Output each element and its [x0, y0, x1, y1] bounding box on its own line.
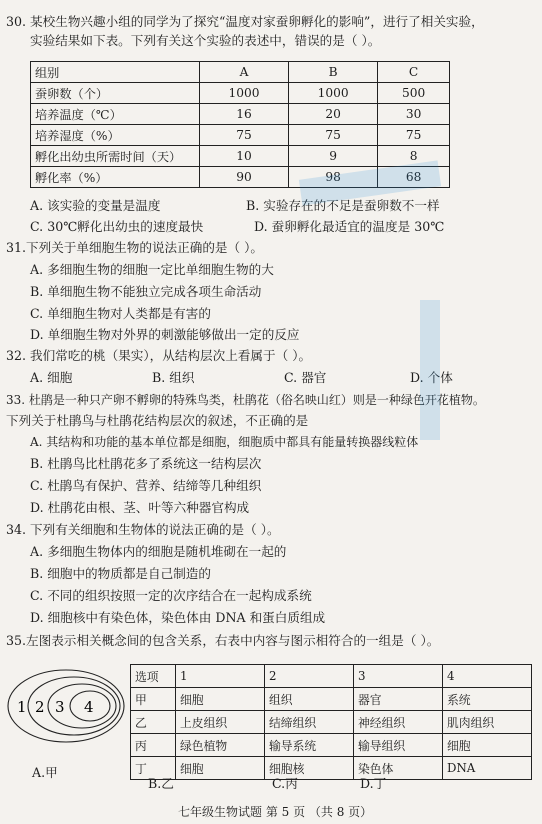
table-cell: 组织: [265, 688, 354, 711]
q34-option-d: D. 细胞核中有染色体，染色体由 DNA 和蛋白质组成: [30, 610, 326, 625]
table-header-cell: B: [289, 62, 378, 83]
table-header-cell: 选项: [131, 665, 176, 688]
q35-option-d: D.丁: [360, 776, 387, 791]
table-row: [131, 757, 532, 780]
table-cell: 30: [378, 104, 450, 125]
table-cell: 1000: [289, 83, 378, 104]
table-cell: 丙: [131, 734, 176, 757]
q33-stem-line2: 下列关于杜鹃鸟与杜鹃花结构层次的叙述，不正确的是: [6, 413, 309, 428]
table-cell: 染色体: [354, 757, 443, 780]
table-cell: 培养温度（℃）: [31, 104, 200, 125]
table-row: [131, 665, 532, 688]
q32-option-a: A. 细胞: [30, 370, 73, 385]
q35-option-b: B.乙: [148, 776, 174, 791]
q32-stem: 32. 我们常吃的桃（果实），从结构层次上看属于（ ）。: [6, 348, 312, 363]
table-cell: 500: [378, 83, 450, 104]
q30-option-c: C. 30℃孵化出幼虫的速度最快: [30, 219, 204, 234]
table-cell: 细胞核: [265, 757, 354, 780]
table-cell: 16: [200, 104, 289, 125]
q30-stem-line1: 30. 某校生物兴趣小组的同学为了探究“温度对家蚕卵孵化的影响”，进行了相关实验，: [6, 14, 484, 29]
table-header-cell: 3: [354, 665, 443, 688]
q33-option-b: B. 杜鹃鸟比杜鹃花多了系统这一结构层次: [30, 456, 262, 471]
table-row: [131, 711, 532, 734]
table-cell: 系统: [443, 688, 532, 711]
table-cell: DNA: [443, 757, 532, 780]
q30-option-a: A. 该实验的变量是温度: [30, 198, 161, 213]
table-row: [131, 734, 532, 757]
table-cell: 培养湿度（%）: [31, 125, 200, 146]
venn-label-3: 3: [55, 698, 65, 716]
watermark-stroke: [420, 300, 440, 440]
table-cell: 绿色植物: [176, 734, 265, 757]
table-cell: 1000: [200, 83, 289, 104]
table-cell: 输导系统: [265, 734, 354, 757]
table-row: [31, 104, 450, 125]
table-header-cell: 组别: [31, 62, 200, 83]
table-cell: 上皮组织: [176, 711, 265, 734]
table-cell: 细胞: [176, 688, 265, 711]
table-row: [31, 62, 450, 83]
q33-option-d: D. 杜鹃花由根、茎、叶等六种器官构成: [30, 500, 250, 515]
table-cell: 9: [289, 146, 378, 167]
table-cell: 75: [378, 125, 450, 146]
table-cell: 蚕卵数（个）: [31, 83, 200, 104]
table-cell: 肌肉组织: [443, 711, 532, 734]
table-cell: 细胞: [443, 734, 532, 757]
q32-option-c: C. 器官: [284, 370, 327, 385]
q33-option-a: A. 其结构和功能的基本单位都是细胞，细胞质中都具有能量转换器线粒体: [30, 435, 419, 449]
q30-stem-line2: 实验结果如下表。下列有关这个实验的表述中，错误的是（ ）。: [30, 33, 381, 48]
table-row: [131, 688, 532, 711]
venn-label-2: 2: [35, 698, 45, 716]
q33-option-c: C. 杜鹃鸟有保护、营养、结缔等几种组织: [30, 478, 262, 493]
q32-option-b: B. 组织: [152, 370, 195, 385]
q33-stem-line1: 33. 杜鹃是一种只产卵不孵卵的特殊鸟类，杜鹃花（俗名映山红）则是一种绿色开花植物。: [6, 393, 485, 407]
table-cell: 68: [378, 167, 450, 188]
q35-option-a: A.甲: [32, 765, 58, 780]
table-cell: 神经组织: [354, 711, 443, 734]
q35-table: [130, 664, 532, 780]
table-cell: 孵化出幼虫所需时间（天）: [31, 146, 200, 167]
table-cell: 90: [200, 167, 289, 188]
q34-option-c: C. 不同的组织按照一定的次序结合在一起构成系统: [30, 588, 312, 603]
table-cell: 丁: [131, 757, 176, 780]
table-cell: 输导组织: [354, 734, 443, 757]
table-cell: 8: [378, 146, 450, 167]
venn-label-4: 4: [84, 698, 94, 716]
q32-option-d: D. 个体: [410, 370, 453, 385]
page-footer: 七年级生物试题 第 5 页 （共 8 页）: [178, 805, 373, 819]
q34-stem: 34. 下列有关细胞和生物体的说法正确的是（ ）。: [6, 522, 280, 537]
table-header-cell: A: [200, 62, 289, 83]
table-header-cell: 4: [443, 665, 532, 688]
table-row: [31, 125, 450, 146]
table-cell: 10: [200, 146, 289, 167]
q31-stem: 31.下列关于单细胞生物的说法正确的是（ ）。: [6, 240, 264, 255]
q34-option-a: A. 多细胞生物体内的细胞是随机堆砌在一起的: [30, 544, 287, 559]
table-cell: 乙: [131, 711, 176, 734]
table-row: [31, 146, 450, 167]
table-cell: 孵化率（%）: [31, 167, 200, 188]
table-header-cell: 2: [265, 665, 354, 688]
q31-option-a: A. 多细胞生物的细胞一定比单细胞生物的大: [30, 262, 274, 277]
table-cell: 75: [200, 125, 289, 146]
q31-option-c: C. 单细胞生物对人类都是有害的: [30, 306, 211, 321]
table-header-cell: 1: [176, 665, 265, 688]
table-cell: 98: [289, 167, 378, 188]
q35-stem: 35.左图表示相关概念间的包含关系，右表中内容与图示相符合的一组是（ ）。: [6, 633, 440, 648]
table-cell: 75: [289, 125, 378, 146]
q35-option-c: C.丙: [272, 776, 298, 791]
table-cell: 20: [289, 104, 378, 125]
table-header-cell: C: [378, 62, 450, 83]
table-cell: 器官: [354, 688, 443, 711]
table-cell: 结缔组织: [265, 711, 354, 734]
q30-option-d: D. 蚕卵孵化最适宜的温度是 30℃: [254, 219, 445, 234]
venn-label-1: 1: [17, 698, 27, 716]
table-cell: 甲: [131, 688, 176, 711]
table-cell: 细胞: [176, 757, 265, 780]
q31-option-b: B. 单细胞生物不能独立完成各项生命活动: [30, 284, 262, 299]
q34-option-b: B. 细胞中的物质都是自己制造的: [30, 566, 211, 581]
q30-option-b: B. 实验存在的不足是蚕卵数不一样: [246, 198, 440, 213]
q31-option-d: D. 单细胞生物对外界的刺激能够做出一定的反应: [30, 327, 300, 342]
nested-circles-diagram: [6, 666, 128, 746]
table-row: [31, 83, 450, 104]
